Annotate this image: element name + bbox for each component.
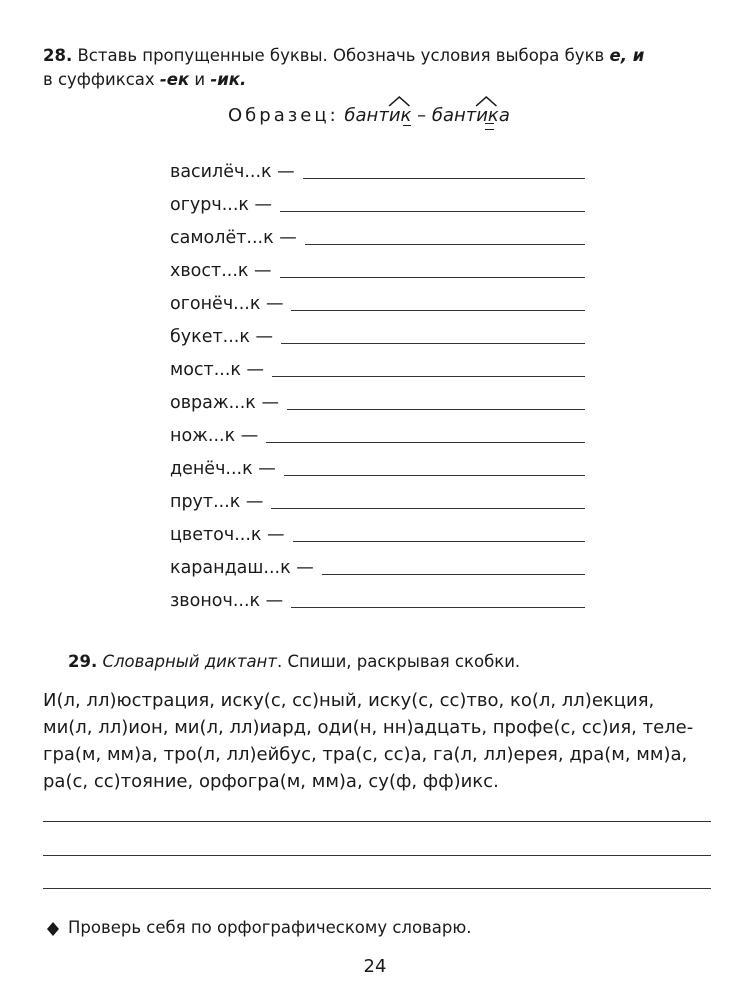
answer-line[interactable] bbox=[280, 277, 585, 278]
page-number: 24 bbox=[363, 956, 387, 977]
writing-line[interactable] bbox=[43, 855, 711, 856]
dictation-text bbox=[43, 687, 711, 795]
answer-line[interactable] bbox=[322, 574, 585, 575]
answer-line[interactable] bbox=[291, 310, 585, 311]
word-row: мост...к — bbox=[170, 348, 590, 381]
sample-suffix-1: ик bbox=[389, 104, 412, 128]
answer-line[interactable] bbox=[281, 343, 585, 344]
sample-word-2: бант ик а bbox=[432, 105, 510, 126]
double-underline-icon bbox=[485, 123, 494, 130]
writing-line[interactable] bbox=[43, 888, 711, 889]
word-row: нож...к — bbox=[170, 414, 590, 447]
dictation-line: гра(м, мм)а, тро(л, лл)ейбус, тра(с, сс)а, га(л, лл)ерея, дра(м, мм)а, bbox=[43, 744, 688, 765]
answer-line[interactable] bbox=[291, 607, 585, 608]
answer-line[interactable] bbox=[287, 409, 585, 410]
dictation-line: ми(л, лл)ион, ми(л, лл)иард, оди(н, нн)адцать, профе(с, сс)ия, теле- bbox=[43, 717, 694, 738]
dictation-line: И(л, лл)юстрация, иску(с, сс)ный, иску(с, сс)тво, ко(л, лл)екция, bbox=[43, 690, 655, 711]
word-row: звоноч...к — bbox=[170, 579, 590, 612]
answer-line[interactable] bbox=[272, 376, 585, 377]
word-row: цветоч...к — bbox=[170, 513, 590, 546]
task-28-number: 28. bbox=[43, 46, 73, 65]
diamond-bullet-icon bbox=[47, 922, 59, 936]
sample-word-1: бант ик bbox=[344, 105, 411, 126]
answer-line[interactable] bbox=[293, 541, 585, 542]
single-underline-icon bbox=[403, 123, 411, 126]
word-row: огурч...к — bbox=[170, 183, 590, 216]
word-row: карандаш...к — bbox=[170, 546, 590, 579]
word-row: букет...к — bbox=[170, 315, 590, 348]
self-check-note: Проверь себя по орфографическому словарю. bbox=[68, 918, 472, 937]
word-row: огонёч...к — bbox=[170, 282, 590, 315]
answer-line[interactable] bbox=[305, 244, 585, 245]
suffix-arc-icon bbox=[475, 95, 498, 107]
answer-line[interactable] bbox=[303, 178, 585, 179]
answer-line[interactable] bbox=[266, 442, 585, 443]
writing-line[interactable] bbox=[43, 821, 711, 822]
task-29-number: 29. bbox=[68, 652, 98, 671]
word-row: денёч...к — bbox=[170, 447, 590, 480]
dictation-line: ра(с, сс)тояние, орфогра(м, мм)а, су(ф, фф)икс. bbox=[43, 771, 499, 792]
word-row: хвост...к — bbox=[170, 249, 590, 282]
answer-line[interactable] bbox=[271, 508, 585, 509]
word-list bbox=[170, 150, 590, 612]
answer-line[interactable] bbox=[284, 475, 585, 476]
sample-example: Образец: бант ик – бант ик а bbox=[228, 104, 510, 128]
task-28-instruction: 28. Вставь пропущенные буквы. Обозначь условия выбора букв е, и в суффиксах -ек и -ик. bbox=[43, 46, 645, 89]
word-row: овраж...к — bbox=[170, 381, 590, 414]
sample-label: Образец: bbox=[228, 105, 339, 126]
word-row: василёч...к — bbox=[170, 150, 590, 183]
word-row: прут...к — bbox=[170, 480, 590, 513]
answer-line[interactable] bbox=[280, 211, 585, 212]
task-29-instruction: 29. Словарный диктант. Спиши, раскрывая скобки. bbox=[68, 652, 521, 671]
word-row: самолёт...к — bbox=[170, 216, 590, 249]
sample-suffix-2: ик bbox=[476, 104, 499, 128]
suffix-arc-icon bbox=[388, 95, 411, 107]
